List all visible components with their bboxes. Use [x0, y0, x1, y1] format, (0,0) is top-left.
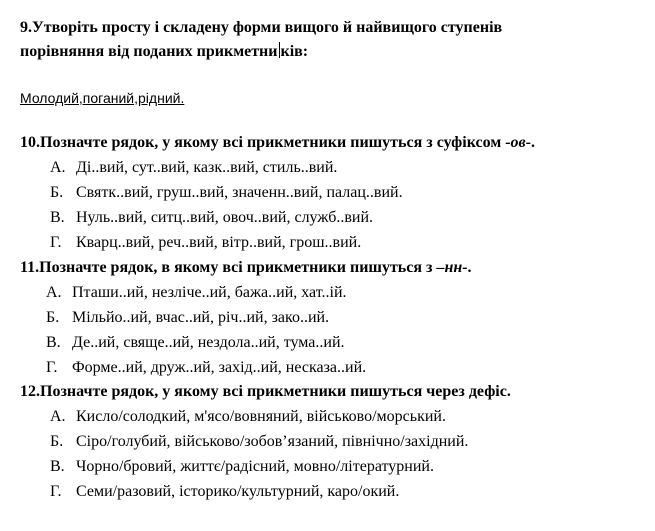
- option-letter: В.: [50, 458, 65, 475]
- question-9-line2b: ків:: [280, 43, 309, 60]
- question-11-suffix: –нн-: [436, 259, 468, 276]
- option-text: Кварц..вий, реч..вий, вітр..вий, грош..вий.: [76, 234, 362, 251]
- question-9-line2a: порівняння від поданих прикметни: [20, 43, 278, 60]
- question-11-heading: [20, 259, 472, 277]
- option-letter: А.: [46, 284, 62, 301]
- question-10-option-b: [50, 184, 403, 202]
- question-9: [20, 16, 640, 64]
- option-text: Форме..ий, друж..ий, захід..ий, несказа..ий.: [72, 359, 367, 376]
- question-12-option-d: [50, 483, 399, 501]
- question-12-option-b: [50, 433, 468, 451]
- option-letter: А.: [50, 408, 66, 425]
- option-letter: Б.: [46, 309, 60, 326]
- question-10-option-d: [50, 234, 361, 252]
- question-12-heading: 12.Позначте рядок, у якому всі прикметники пишуться через дефіс.: [20, 383, 511, 400]
- option-letter: Г.: [50, 483, 62, 500]
- option-letter: Б.: [50, 433, 64, 450]
- option-letter: В.: [50, 209, 65, 226]
- option-letter: Г.: [50, 234, 62, 251]
- option-letter: Г.: [46, 359, 58, 376]
- question-11-end: .: [467, 259, 472, 276]
- option-text: Мільйо..ий, вчас..ий, річ..ий, зако..ий.: [72, 309, 330, 326]
- question-10-text: 10.Позначте рядок, у якому всі прикметники пишуться з суфіксом: [20, 134, 506, 151]
- question-9-line1: 9.Утворіть просту і складену форми вищого й найвищого ступенів: [20, 19, 503, 36]
- option-text: Пташи..ий, незліче..ий, бажа..ий, хат..ій.: [72, 284, 347, 301]
- question-11-option-c: [46, 334, 345, 352]
- option-text: Чорно/бровий, життє/радісний, мовно/літературний.: [76, 458, 434, 475]
- text-cursor: [279, 42, 280, 58]
- question-11-option-b: [46, 309, 329, 327]
- option-text: Святк..вий, груш..вий, значенн..вий, палац..вий.: [76, 184, 403, 201]
- question-9-words: Молодий,поганий,рідний.: [20, 90, 185, 106]
- question-11-option-a: [46, 284, 347, 302]
- question-10-heading: [20, 134, 535, 152]
- option-text: Нуль..вий, ситц..вий, овоч..вий, служб..вий.: [76, 209, 374, 226]
- option-text: Кисло/солодкий, м'ясо/вовняний, військово/морський.: [76, 408, 446, 425]
- option-letter: В.: [46, 334, 61, 351]
- question-10-end: .: [531, 134, 536, 151]
- question-10-option-a: [50, 159, 337, 177]
- question-10-option-c: [50, 209, 373, 227]
- question-12-option-a: [50, 408, 446, 426]
- option-text: Де..ий, свяще..ий, нездола..ий, тума..ий.: [72, 334, 345, 351]
- question-12-option-c: [50, 458, 434, 476]
- option-text: Семи/разовий, історико/культурний, каро/окий.: [76, 483, 400, 500]
- question-11-text: 11.Позначте рядок, в якому всі прикметники пишуться з: [20, 259, 437, 276]
- option-letter: Б.: [50, 184, 64, 201]
- option-text: Сіро/голубий, військово/зобов’язаний, північно/західний.: [76, 433, 469, 450]
- option-letter: А.: [50, 159, 66, 176]
- option-text: Ді..вий, сут..вий, казк..вий, стиль..вий.: [76, 159, 338, 176]
- question-10-suffix: -ов-: [505, 134, 532, 151]
- question-11-option-d: [46, 359, 366, 377]
